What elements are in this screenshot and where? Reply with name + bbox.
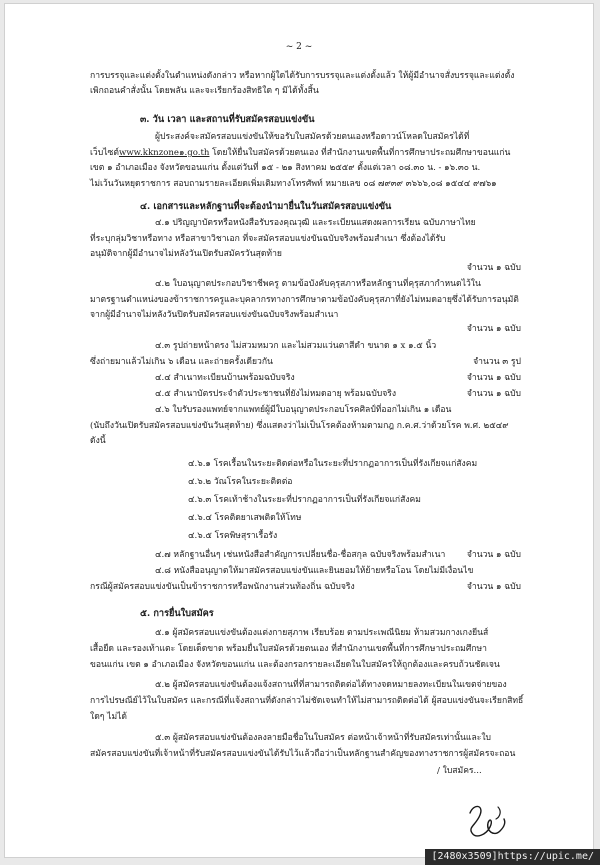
paragraph-line: ไม่เว้นวันหยุดราชการ สอบถามรายละเอียดเพิ่มเติมทางโทรศัพท์ หมายเลข ๐๘ ๗๙๓๙ ๓๖๖๖,๐๘ ๑๕๔๔ ๙๗๖๑ <box>90 179 497 189</box>
quantity-label: จำนวน ๑ ฉบับ <box>466 389 521 399</box>
paragraph-line: ดังนี้ <box>90 436 106 446</box>
paragraph-line: ขอนแก่น เขต ๑ อำเภอเมือง จังหวัดขอนแก่น และต้องกรอกรายละเอียดในใบสมัครให้ถูกต้องและครบถ้วนชัดเจน <box>90 660 500 670</box>
paragraph-line: ใดๆ ไม่ได้ <box>90 712 128 722</box>
quantity-label: จำนวน ๑ ฉบับ <box>466 550 521 560</box>
quantity-label: จำนวน ๑ ฉบับ <box>466 324 521 334</box>
paragraph-line: การไปรษณีย์ไว้ในใบสมัคร และกรณีที่แจ้งสถานที่ดังกล่าวไม่ชัดเจนทำให้ไม่สามารถติดต่อได้ ผู้สอบแข่งขันจะเรียกสิทธิ์ <box>90 696 524 706</box>
website-link[interactable]: www.kknzone๑.go.th <box>118 148 210 158</box>
paragraph-line: ที่ระบุกลุ่มวิชาหรือทาง หรือสาขาวิชาเอก ที่จะสมัครสอบแข่งขันฉบับจริงพร้อมสำเนา ซึ่งต้องได้รับ <box>90 234 446 244</box>
paragraph-line: ๔.๒ ใบอนุญาตประกอบวิชาชีพครู ตามข้อบังคับคุรุสภาหรือหลักฐานที่คุรุสภากำหนดไว้ใน <box>155 279 481 289</box>
paragraph-line: เสื้อยืด และรองเท้าแตะ โดยเด็ดขาด พร้อมยื่นใบสมัครด้วยตนเอง ที่สำนักงานเขตพื้นที่การศึกษาประถมศึกษา <box>90 644 487 654</box>
section-heading-4: ๔. เอกสารและหลักฐานที่จะต้องนำมายื่นในวันสมัครสอบแข่งขัน <box>140 201 392 212</box>
paragraph-line: ๔.๓ รูปถ่ายหน้าตรง ไม่สวมหมวก และไม่สวมแว่นตาสีดำ ขนาด ๑ x ๑.๕ นิ้ว <box>155 341 437 351</box>
paragraph-line: เขต ๑ อำเภอเมือง จังหวัดขอนแก่น ตั้งแต่วันที่ ๑๕ - ๒๑ สิงหาคม ๒๕๕๙ ตั้งแต่เวลา ๐๘.๓๐ น. - ๑๖.๓๐ น. <box>90 163 481 173</box>
paragraph-line: เว็บไซต์www.kknzone๑.go.th โดยให้ยื่นใบสมัครด้วยตนเอง ที่สำนักงานเขตพื้นที่การศึกษาประถมศึกษาขอนแก่น <box>90 148 511 158</box>
image-source-footer: [2480x3509]https://upic.me/ <box>425 849 600 865</box>
paragraph-line: ผู้ประสงค์จะสมัครสอบแข่งขันให้ขอรับใบสมัครด้วยตนเองหรือดาวน์โหลดใบสมัครได้ที่ <box>155 132 470 142</box>
paragraph-line: ซึ่งถ่ายมาแล้วไม่เกิน ๖ เดือน และถ่ายครั้งเดียวกัน <box>90 357 273 367</box>
paragraph-line: ๕.๓ ผู้สมัครสอบแข่งขันต้องลงลายมือชื่อในใบสมัคร ต่อหน้าเจ้าหน้าที่รับสมัครเท่านั้นและใบ <box>155 733 491 743</box>
paragraph-line: ๔.๗ หลักฐานอื่นๆ เช่นหนังสือสำคัญการเปลี่ยนชื่อ-ชื่อสกุล ฉบับจริงพร้อมสำเนา <box>155 550 446 560</box>
paragraph-line: ๔.๕ สำเนาบัตรประจำตัวประชาชนที่ยังไม่หมดอายุ พร้อมฉบับจริง <box>155 389 397 399</box>
section-heading-5: ๕. การยื่นใบสมัคร <box>140 608 214 619</box>
paragraph-line: ๕.๒ ผู้สมัครสอบแข่งขันต้องแจ้งสถานที่ที่สามารถติดต่อได้ทางจดหมายลงทะเบียนในเขตจ่ายของ <box>155 680 507 690</box>
paragraph-line: ๔.๑ ปริญญาบัตรหรือหนังสือรับรองคุณวุฒิ และระเบียนแสดงผลการเรียน ฉบับภาษาไทย <box>155 218 476 228</box>
paragraph-line: สมัครสอบแข่งขันที่เจ้าหน้าที่รับสมัครสอบแข่งขันได้รับไว้แล้วถือว่าเป็นหลักฐานสำคัญของทางราชการผู้สมัครจะถอน <box>90 749 516 759</box>
paragraph-line: ๔.๘ หนังสืออนุญาตให้มาสมัครสอบแข่งขันและยินยอมให้ย้ายหรือโอน โดยไม่มีเงื่อนไข <box>155 566 474 576</box>
paragraph-line: กรณีผู้สมัครสอบแข่งขันเป็นข้าราชการหรือพนักงานส่วนท้องถิ่น ฉบับจริง <box>90 582 355 592</box>
paragraph-line: อนุมัติจากผู้มีอำนาจไม่หลังวันเปิดรับสมัครวันสุดท้าย <box>90 249 282 259</box>
signature <box>460 799 518 844</box>
quantity-label: จำนวน ๑ ฉบับ <box>466 263 521 273</box>
continuation-marker: / ใบสมัคร... <box>437 766 482 776</box>
paragraph-line: การบรรจุและแต่งตั้งในตำแหน่งดังกล่าว หรือหากผู้ใดได้รับการบรรจุและแต่งตั้งแล้ว ให้ผู้มีอำนาจสั่งบรรจุและแต่งตั้ง <box>90 71 515 81</box>
disease-item: ๔.๖.๕ โรคพิษสุราเรื้อรัง <box>188 531 278 541</box>
section-heading-3: ๓. วัน เวลา และสถานที่รับสมัครสอบแข่งขัน <box>140 114 315 125</box>
disease-item: ๔.๖.๓ โรคเท้าช้างในระยะที่ปรากฏอาการเป็นที่รังเกียจแก่สังคม <box>188 495 421 505</box>
paragraph-line: ๔.๖ ใบรับรองแพทย์จากแพทย์ผู้มีใบอนุญาตประกอบโรคศิลป์ที่ออกไม่เกิน ๑ เดือน <box>155 405 452 415</box>
disease-item: ๔.๖.๒ วัณโรคในระยะติดต่อ <box>188 477 293 487</box>
paragraph-line: มาตรฐานตำแหน่งของข้าราชการครูและบุคลากรทางการศึกษาตามข้อบังคับคุรุสภาที่ยังไม่หมดอายุซึ่งได้รับการอนุมัติ <box>90 295 519 305</box>
disease-item: ๔.๖.๔ โรคติดยาเสพติดให้โทษ <box>188 513 302 523</box>
paragraph-line: (นับถึงวันเปิดรับสมัครสอบแข่งขันวันสุดท้าย) ซึ่งแสดงว่าไม่เป็นโรคต้องห้ามตามกฎ ก.ค.ศ.ว่าด้วยโรค พ.ศ. ๒๕๔๙ <box>90 421 509 431</box>
paragraph-line: ๔.๔ สำเนาทะเบียนบ้านพร้อมฉบับจริง <box>155 373 295 383</box>
paragraph-line: ๕.๑ ผู้สมัครสอบแข่งขันต้องแต่งกายสุภาพ เรียบร้อย ตามประเพณีนิยม ห้ามสวมกางเกงยีนส์ <box>155 628 489 638</box>
quantity-label: จำนวน ๑ ฉบับ <box>466 582 521 592</box>
page-number: ~ 2 ~ <box>285 42 313 52</box>
disease-item: ๔.๖.๑ โรคเรื้อนในระยะติดต่อหรือในระยะที่ปรากฏอาการเป็นที่รังเกียจแก่สังคม <box>188 459 478 469</box>
document-page <box>4 3 594 858</box>
quantity-label: จำนวน ๓ รูป <box>473 357 521 367</box>
quantity-label: จำนวน ๑ ฉบับ <box>466 373 521 383</box>
paragraph-line: เพิกถอนคำสั่งนั้น โดยพลัน และจะเรียกร้องสิทธิใด ๆ มิได้ทั้งสิ้น <box>90 86 319 96</box>
paragraph-line: จากผู้มีอำนาจไม่หลังวันปิดรับสมัครสอบแข่งขันฉบับจริงพร้อมสำเนา <box>90 310 339 320</box>
